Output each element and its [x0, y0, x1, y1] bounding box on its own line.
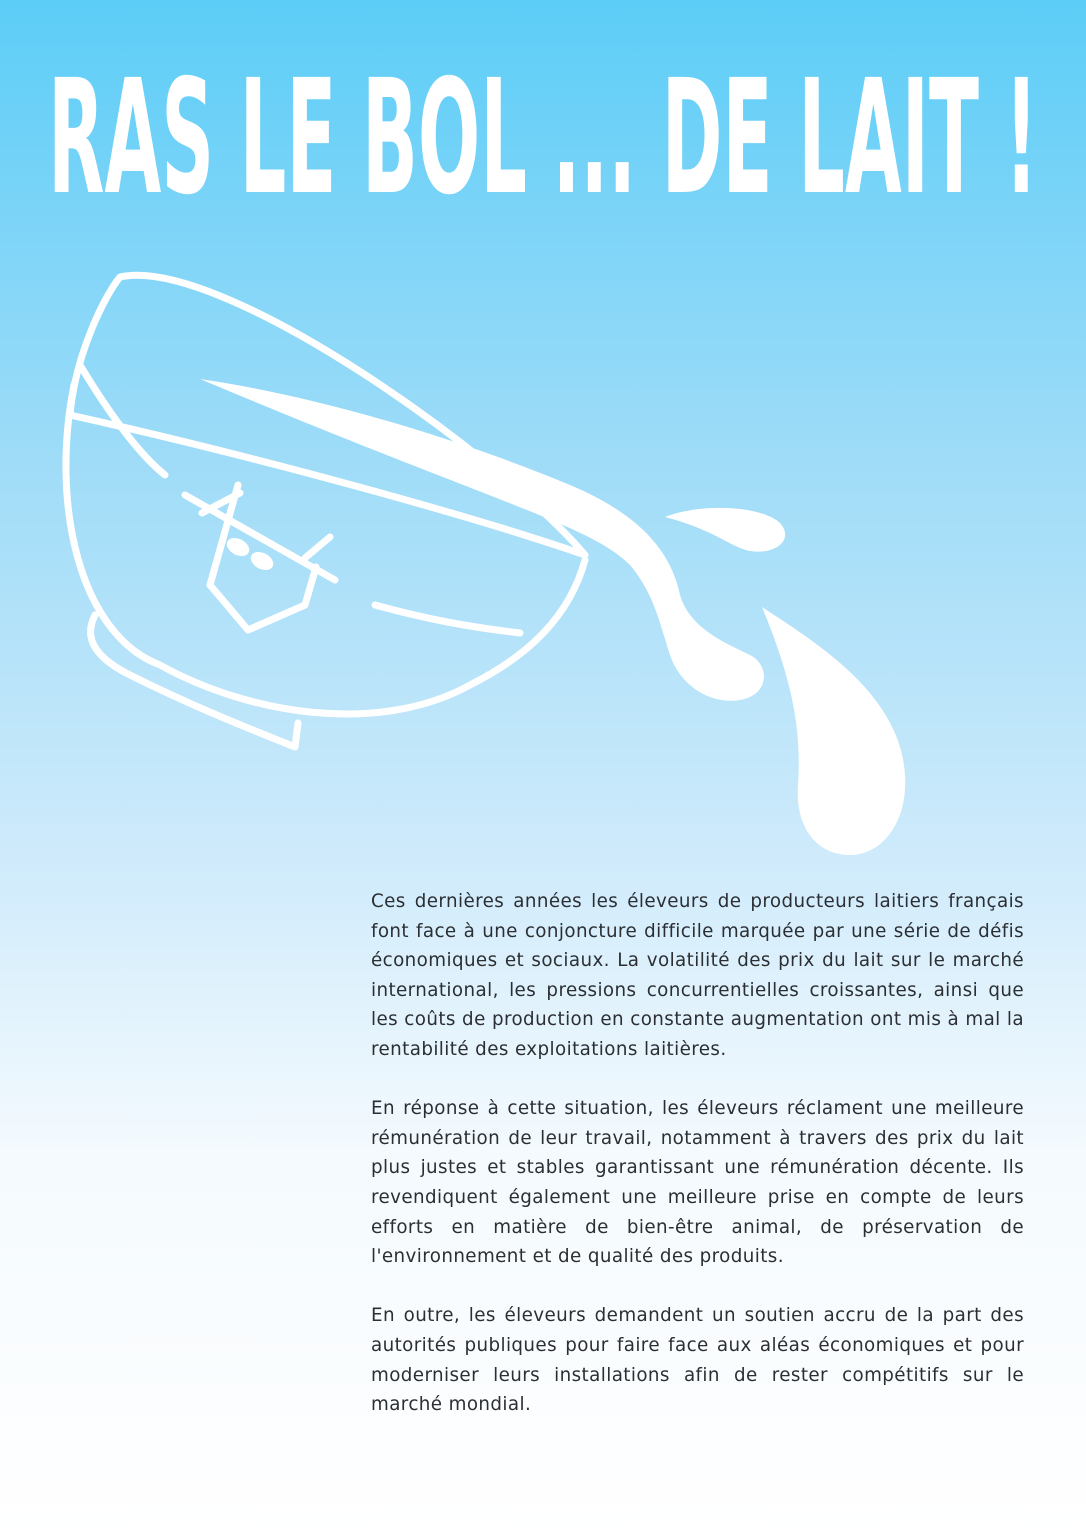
paragraph-1: Ces dernières années les éleveurs de producteurs laitiers français font face à une conjoncture difficile marquée par une série de défis économiques et sociaux. La volatilité des prix du lait sur le marché international, les pressions concurrentielles croissantes, ainsi que les coûts de production en constante augmentation ont mis à mal la rentabilité des exploitations laitières. [371, 891, 1024, 1060]
milk-stream [200, 379, 764, 701]
milk-droplet-top [665, 508, 785, 552]
paragraph-3: En outre, les éleveurs demandent un soutien accru de la part des autorités publiques pour faire face aux aléas économiques et pour moderniser leurs installations afin de rester compétitifs sur le marché mondial. [371, 1305, 1024, 1416]
poster-title [0, 40, 1086, 220]
article-body [371, 887, 1024, 1420]
milk-drop-large [762, 607, 905, 855]
spilling-milk-bowl-icon [50, 255, 930, 875]
poster-title-text: RAS LE BOL ... DE LAIT ! [48, 46, 1038, 220]
paragraph-2: En réponse à cette situation, les éleveurs réclament une meilleure rémunération de leur travail, notamment à travers des prix du lait plus justes et stables garantissant une rémunération décente. Ils revendiquent également une meilleure prise en compte de leurs efforts en matière de bien-être animal, de préservation de l'environnement et de qualité des produits. [371, 1098, 1024, 1268]
